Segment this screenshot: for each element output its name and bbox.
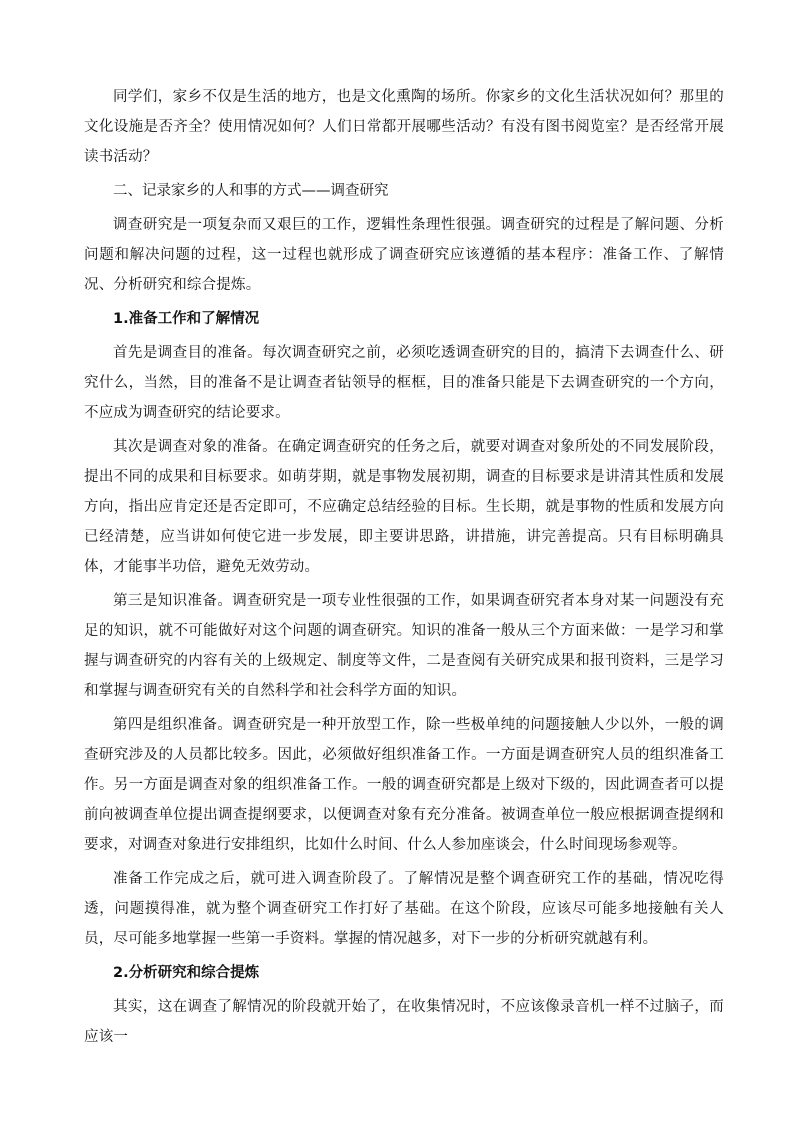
paragraph-purpose: 首先是调查目的准备。每次调查研究之前，必须吃透调查研究的目的，搞清下去调查什么、研究什么，当然，目的准备不是让调查者钻领导的框框，目的准备只能是下去调查研究的一个方向，不应成为调查研究的结论要求。 (84, 345, 724, 421)
paragraph-investigation: 准备工作完成之后，就可进入调查阶段了。了解情况是整个调查研究工作的基础，情况吃得透，问题摸得准，就为整个调查研究工作打好了基础。在这个阶段，应该尽可能多地接触有关人员，尽可能多地掌握一些第一手资料。掌握的情况越多，对下一步的分析研究就越有利。 (84, 871, 724, 947)
document-body (84, 82, 724, 1056)
subheading-analysis: 2.分析研究和综合提炼 (113, 965, 260, 981)
paragraph-intro: 同学们，家乡不仅是生活的地方，也是文化熏陶的场所。你家乡的文化生活状况如何？那里的文化设施是否齐全？使用情况如何？人们日常都开展哪些活动？有没有图书阅览室？是否经常开展读书活动？ (84, 89, 724, 165)
paragraph-knowledge: 第三是知识准备。调查研究是一项专业性很强的工作，如果调查研究者本身对某一问题没有充足的知识，就不可能做好对这个问题的调查研究。知识的准备一般从三个方面来做：一是学习和掌握与调查研究的内容有关的上级规定、制度等文件，二是查阅有关研究成果和报刊资料，三是学习和掌握与调查研究有关的自然科学和社会科学方面的知识。 (84, 593, 724, 699)
section-heading-2: 二、记录家乡的人和事的方式——调查研究 (113, 183, 389, 199)
paragraph-object: 其次是调查对象的准备。在确定调查研究的任务之后，就要对调查对象所处的不同发展阶段，提出不同的成果和目标要求。如萌芽期，就是事物发展初期，调查的目标要求是讲清其性质和发展方向，指出应肯定还是否定即可，不应确定总结经验的目标。生长期，就是事物的性质和发展方向已经清楚，应当讲如何使它进一步发展，即主要讲思路，讲措施，讲完善提高。只有目标明确具体，才能事半功倍，避免无效劳动。 (84, 439, 724, 575)
paragraph-analysis: 其实，这在调查了解情况的阶段就开始了，在收集情况时，不应该像录音机一样不过脑子，而应该一 (84, 999, 724, 1045)
paragraph-overview: 调查研究是一项复杂而又艰巨的工作，逻辑性条理性很强。调查研究的过程是了解问题、分析问题和解决问题的过程，这一过程也就形成了调查研究应该遵循的基本程序：准备工作、了解情况、分析研究和综合提炼。 (84, 217, 724, 293)
paragraph-organization: 第四是组织准备。调查研究是一种开放型工作，除一些极单纯的问题接触人少以外，一般的调查研究涉及的人员都比较多。因此，必须做好组织准备工作。一方面是调查研究人员的组织准备工作。另一方面是调查对象的组织准备工作。一般的调查研究都是上级对下级的，因此调查者可以提前向被调查单位提出调查提纲要求，以便调查对象有充分准备。被调查单位一般应根据调查提纲和要求，对调查对象进行安排组织，比如什么时间、什么人参加座谈会，什么时间现场参观等。 (84, 717, 724, 853)
subheading-preparation: 1.准备工作和了解情况 (113, 311, 260, 327)
